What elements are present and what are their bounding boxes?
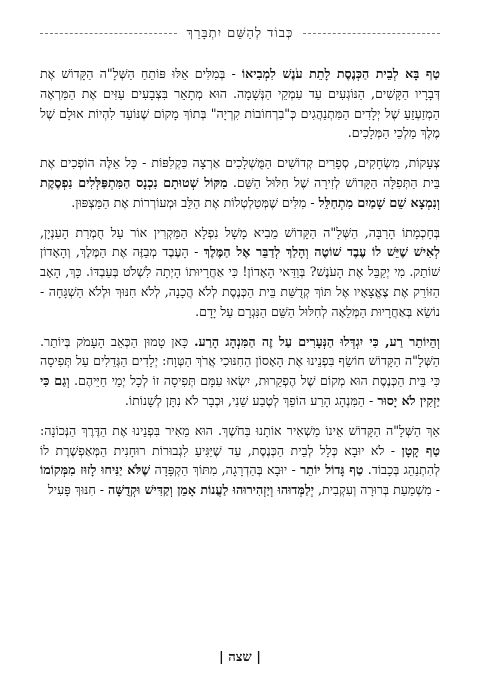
emphasized-quote: לְאִישׁ שֶׁיֵּשׁ לוֹ עֶבֶד שׁוֹטֶה וְהָלַךְ לְדַבֵּר אֶל הַמֶּלֶךְ bbox=[203, 244, 440, 260]
text-run: - לֹא יוּבָא כְּלָל לְבֵית הַכְּנֶסֶת, עַד שֶׁיַּגִּיעַ לִגְבוּרוֹת רוּחָנִית הַמְּאַפְשֶׁרֶת לוֹ לְהִתְנַהֵג בְּכָבוֹד. bbox=[40, 442, 440, 478]
text-run: כָּאן טָמוּן הַכְּאֵב הָעָמֹק בְּיוֹתֵר. הַשְּׁלָ"ה הַקָּדוֹשׁ חוֹשֵׂף בִּפְנֵינוּ אֶת הָאָסוֹן הַחִנּוּכִי אֲרֹךְ הַטְּוָח: יְלָדִים הַגְּדֵלִים עַל תְּפִיסָה כִּי בֵּית הַכְּנֶסֶת הוּא מְקוֹם שֶׁל הֶפְקֵרוּת, יִשְׂאוּ עִמָּם תְּפִיסָה זוֹ לְכָל יְמֵי חַיֵּיהֶם. bbox=[40, 333, 440, 389]
text-run: - חִנּוּךְ פָּעִיל bbox=[47, 482, 109, 498]
text-run: - בְּמִלִּים אֵלּוּ פּוֹתֵחַ הַשְּׁלָ"ה הַקָּדוֹשׁ אֶת דְּבָרָיו הַקָּשִׁים, הַנּוֹגְעִים עַד עִמְקֵי הַנְּשָׁמָה. הוּא מְתָאֵר בִּצְבָעִים עַזִּים אֶת הַמַּרְאֶה הַמְזַעְזֵעַ שֶׁל יְלָדִים הַמִּתְנַהֲגִים כְּ"בִרְחוֹבוֹת קִרְיָה" בְּתוֹךְ מָקוֹם שֶׁנּוֹעַד לִהְיוֹת אוּלָם שֶׁל מֶלֶךְ מַלְכֵי הַמְּלָכִים. bbox=[40, 66, 440, 141]
text-run: - הָעֶבֶד מְבַזֶּה אֶת הַמֶּלֶךְ, וְהָאָדוֹן שׁוֹתֵק. מִי יְקַבֵּל אֶת הָעֹנֶשׁ? בְּוַדַּאי הָאָדוֹן! כִּי אַחֲרָיוּתוֹ הָיְתָה לִשְׁלֹט בְּעַבְדּוֹ. כָּךְ, הָאָב הַזּוֹרֵק אֶת צֶאֱצָאָיו אֶל תּוֹךְ קְדֻשַּׁת בֵּית הַכְּנֶסֶת לְלֹא הֲכָנָה, לְלֹא חִנּוּךְ וּלְלֹא הַשְׁגָּחָה - נוֹשֵׂא בְּאַחֲרָיוּת הַמְּלֵאָה לְחִלּוּל הַשֵּׁם הַנִּגְרָם עַל יָדָם. bbox=[40, 244, 440, 319]
emphasized-quote: וְגַם כִּי יַזְקִין לֹא יָסוּר bbox=[40, 373, 440, 408]
body-text bbox=[40, 64, 440, 500]
running-header bbox=[40, 22, 440, 44]
page-number: | שצה | bbox=[218, 650, 261, 665]
paragraph bbox=[40, 332, 440, 411]
emphasized-quote: מִקּוֹל שְׁטוּתָם נִכְנָס הַמִּתְפַּלְּלִים נִפְסֶקֶת וְנִמְצָא שֵׁם שָׁמַיִם מִתְחַלֵּל bbox=[40, 174, 440, 210]
emphasized-quote: שֶׁלֹּא יַנִּיחוּ לָזוּז מִמְּקוֹמוֹ bbox=[40, 462, 151, 478]
header-dashed-line-left bbox=[40, 33, 177, 34]
text-run: - מִשְׁמַעַת בְּרוּרָה וְעִקְבִית, bbox=[314, 482, 440, 498]
emphasized-quote: טַף קָטָן bbox=[401, 442, 440, 458]
emphasized-quote: טַף גָּדוֹל יוֹתֵר bbox=[300, 462, 364, 478]
text-run: צְעָקוֹת, מִשְׂחָקִים, סְפָרִים קְדוֹשִׁים הַמֻּשְׁלָכִים אַרְצָה כִּקְלִפּוֹת - כָּל אֵלֶּה הוֹפְכִים אֶת בֵּית הַתְּפִלָּה הַקָּדוֹשׁ לְזִירָה שֶׁל חִלּוּל הַשֵּׁם. bbox=[40, 155, 440, 190]
text-run: - יוּבָא בְּהַדְרָגָה, מִתּוֹךְ הַקְפָּדָה bbox=[150, 462, 301, 478]
emphasized-quote: טַף בָּא לְבֵית הַכְּנֶסֶת לָתֵת עֹנֶשׁ לִמְבִיאוֹ bbox=[241, 66, 440, 81]
paragraph bbox=[40, 223, 440, 322]
paragraph bbox=[40, 64, 440, 143]
text-run: - מִלִּים שֶׁמְּטַלְטְלוֹת אֶת הַלֵּב וּמְעוֹרְרוֹת אֶת הַמַּצְפּוּן. bbox=[71, 194, 319, 210]
text-run: בְּחָכְמָתוֹ הָרַבָּה, הַשְּׁלָ"ה הַקָּדוֹשׁ מֵבִיא מָשָׁל נִפְלָא הַמֵּקְרִין אוֹר עַל חֻמְרַת הָעִנְיָן, bbox=[40, 224, 440, 240]
paragraph bbox=[40, 421, 440, 500]
paragraph bbox=[40, 153, 440, 212]
header-title: כְּבוֹד לְהַשֵּׁם יִתְבָּרַךְ bbox=[186, 26, 294, 41]
text-run: אַךְ הַשְּׁלָ"ה הַקָּדוֹשׁ אֵינוֹ מַשְׁאִיר אוֹתָנוּ בַּחֹשֶׁךְ. הוּא מֵאִיר בִּפְנֵינוּ אֶת הַדֶּרֶךְ הַנְּכוֹנָה: bbox=[40, 422, 440, 438]
text-run: - הַמִּנְהָג הָרַע הוֹפֵךְ לְטֶבַע שֵׁנִי, וּכְבָר לֹא נִתָּן לְשָׁנוֹתוֹ. bbox=[124, 392, 378, 408]
emphasized-quote: וְהֵיוֹתֵר רַע, כִּי יִגְדְּלוּ הַנְּעָרִים עַל זֶה הַמִּנְהָג הָרַע. bbox=[194, 333, 440, 349]
emphasized-quote: יְלַמְּדוּהוּ וְיַזְהִירוּהוּ לַעֲנוֹת אָמֵן וְקַדִּישׁ וּקְדֻשָּׁה bbox=[108, 482, 315, 498]
header-dashed-line-right bbox=[303, 33, 440, 34]
